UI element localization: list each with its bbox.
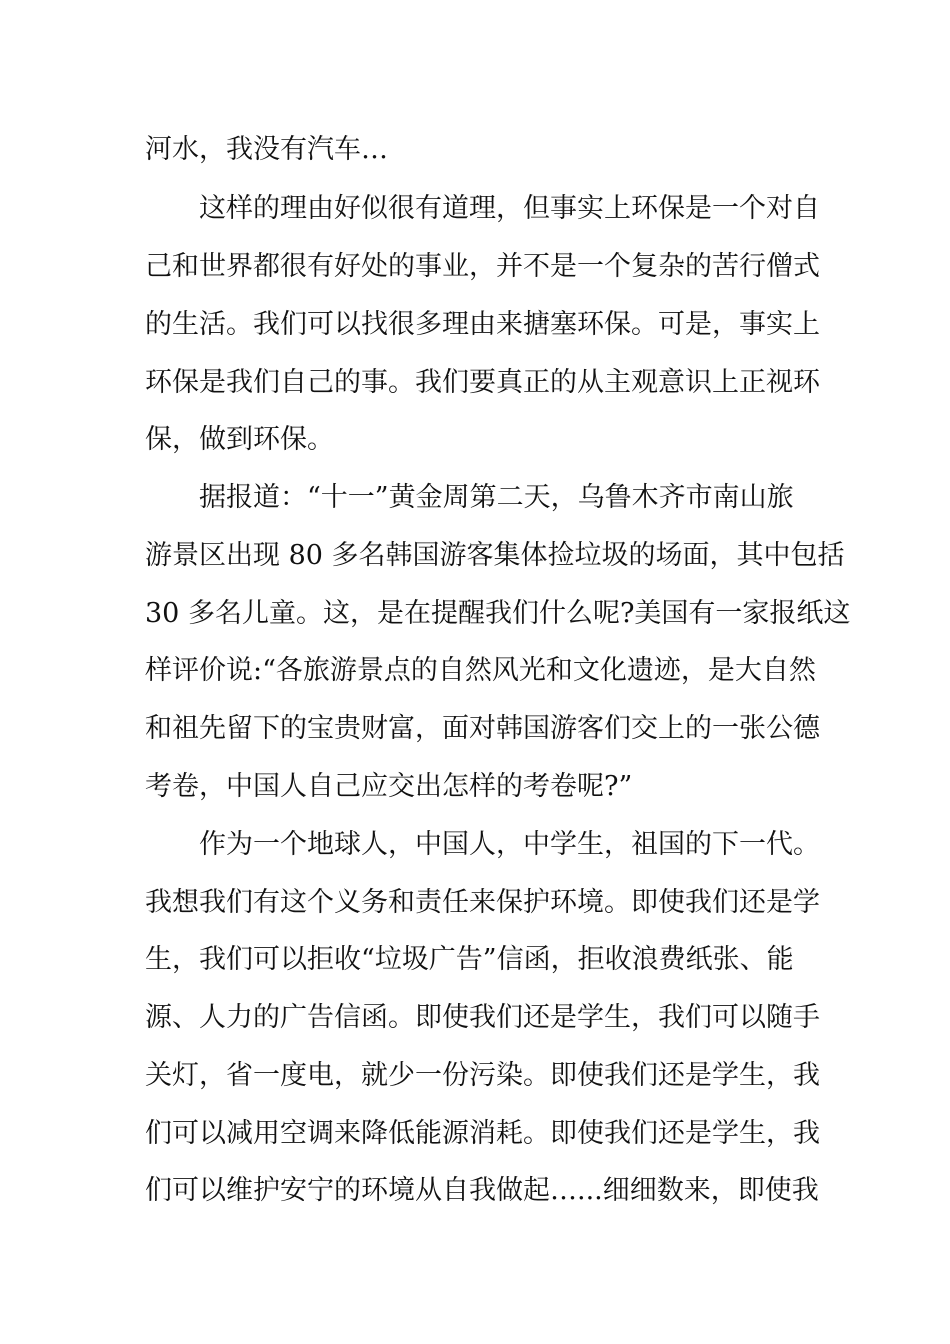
paragraph-start-line: 据报道：“十一”黄金周第二天，乌鲁木齐市南山旅 [199,482,794,513]
text-line: 考卷，中国人自己应交出怎样的考卷呢?” [145,771,633,802]
text-line: 和祖先留下的宝贵财富，面对韩国游客们交上的一张公德 [145,713,820,744]
text-line: 们可以减用空调来降低能源消耗。即使我们还是学生，我 [145,1118,820,1149]
text-line: 河水，我没有汽车… [145,134,388,165]
text-line: 关灯，省一度电，就少一份污染。即使我们还是学生，我 [145,1060,820,1091]
text-line: 生，我们可以拒收“垃圾广告”信函，拒收浪费纸张、能 [145,944,794,975]
text-line: 源、人力的广告信函。即使我们还是学生，我们可以随手 [145,1002,820,1033]
text-line: 我想我们有这个义务和责任来保护环境。即使我们还是学 [145,887,820,918]
text-line: 游景区出现 80 多名韩国游客集体捡垃圾的场面，其中包括 [145,540,845,571]
text-line: 环保是我们自己的事。我们要真正的从主观意识上正视环 [145,367,820,398]
text-line: 们可以维护安宁的环境从自我做起…...细细数来，即使我 [145,1175,819,1206]
text-line: 样评价说:“各旅游景点的自然风光和文化遗迹，是大自然 [145,655,816,686]
paragraph-start-line: 这样的理由好似很有道理，但事实上环保是一个对自 [199,193,820,224]
text-line: 己和世界都很有好处的事业，并不是一个复杂的苦行僧式 [145,251,820,282]
text-line: 30 多名儿童。这，是在提醒我们什么呢?美国有一家报纸这 [145,598,851,629]
text-line: 的生活。我们可以找很多理由来搪塞环保。可是，事实上 [145,309,820,340]
paragraph-start-line: 作为一个地球人，中国人，中学生，祖国的下一代。 [199,829,820,860]
text-line: 保，做到环保。 [145,424,334,455]
